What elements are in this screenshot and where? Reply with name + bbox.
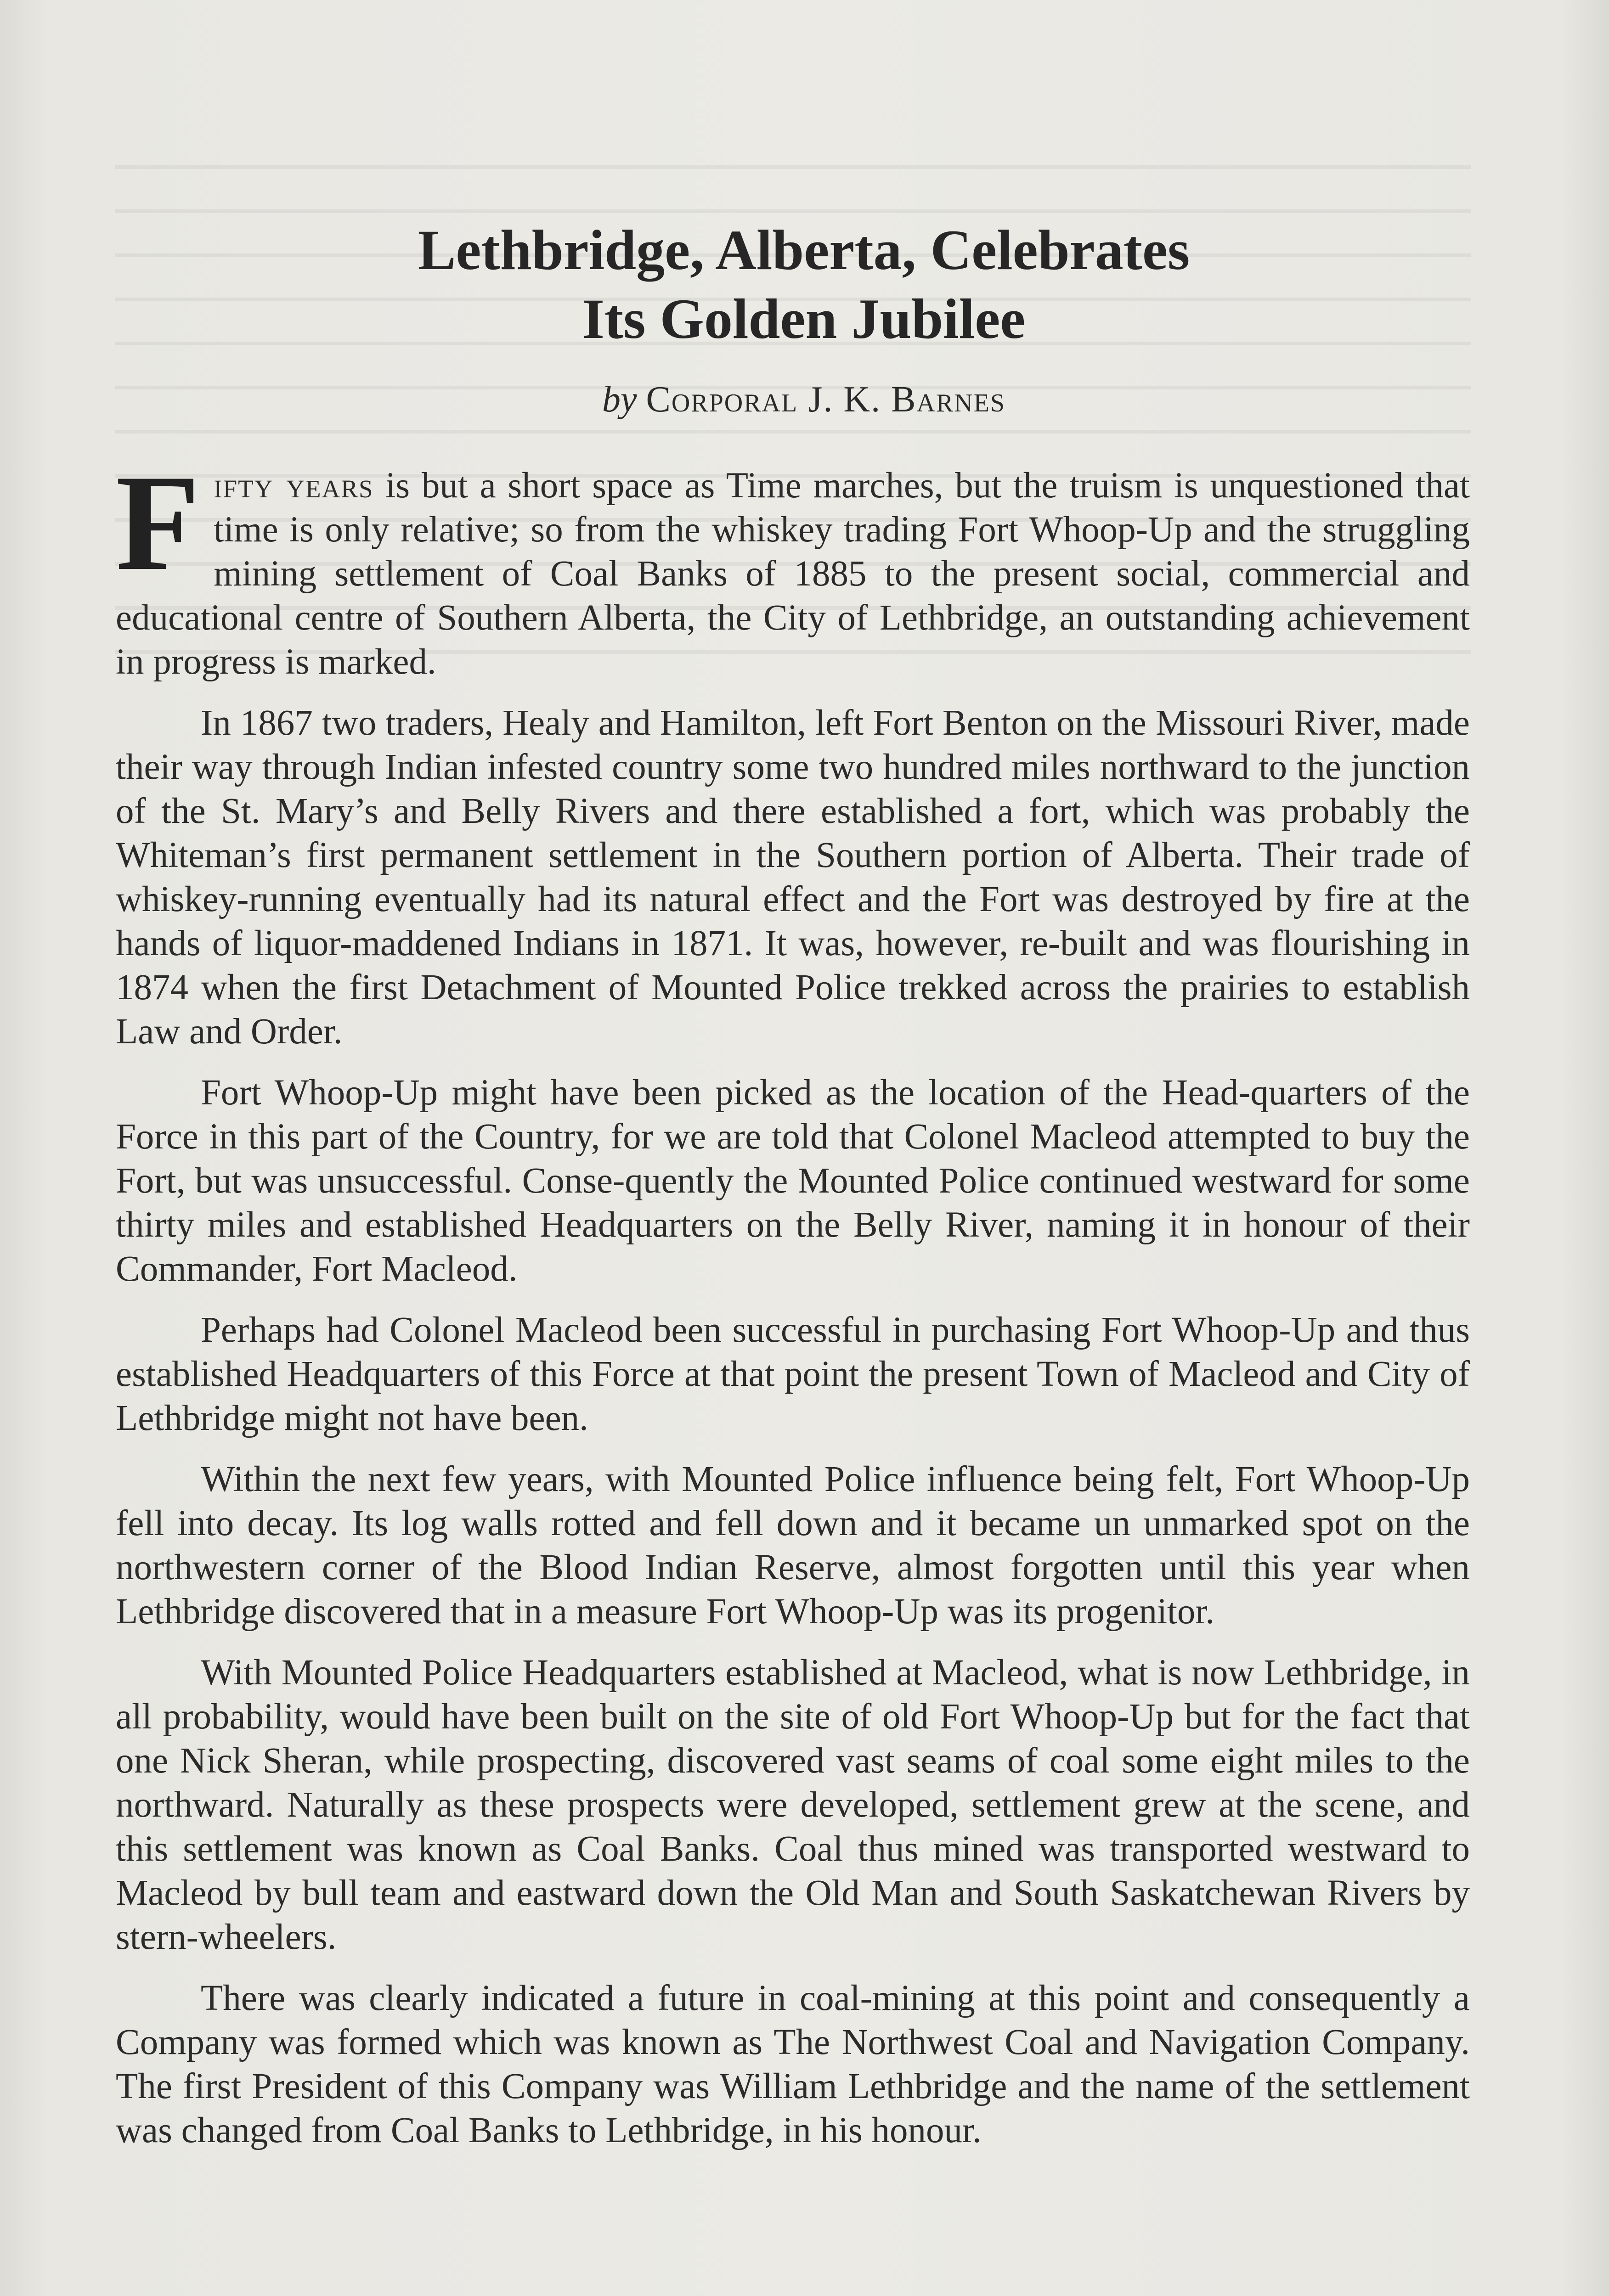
byline-prefix: by — [602, 379, 637, 420]
paragraph-6: With Mounted Police Headquarters established at Macleod, what is now Lethbridge, in all probability, would have been built on the site of old Fort Whoop-Up but for the fact that one Nick Sheran, while prospecting, discovered vast seams of coal some eight miles to the northward. Naturally as these prospects were developed, settlement grew at the scene, and this settlement was known as Coal Banks. Coal thus mined was transported westward to Macleod by bull team and eastward down the Old Man and South Saskatchewan Rivers by stern-wheelers. — [116, 1653, 1470, 1957]
lead-in-smallcaps: ifty years — [214, 466, 374, 506]
paragraph-3: Fort Whoop-Up might have been picked as the location of the Head-quarters of the Force in this part of the Country, for we are told that Colonel Macleod attempted to buy the Fort, but was unsuccessful. Conse-quently the Mounted Police continued westward for some thirty miles and established Headquarters on the Belly River, naming it in honour of their Commander, Fort Macleod. — [116, 1073, 1470, 1289]
paragraph-5: Within the next few years, with Mounted Police influence being felt, Fort Whoop-Up fell into decay. Its log walls rotted and fell down and it became un unmarked spot on the northwestern corner of the Blood Indian Reserve, almost forgotten until this year when Lethbridge discovered that in a measure Fort Whoop-Up was its progenitor. — [116, 1459, 1470, 1632]
drop-cap: F — [116, 446, 200, 599]
paragraph-1-text: is but a short space as Time marches, but the truism is unquestioned that time is only relative; so from the whiskey trading Fort Whoop-Up and the struggling mining settlement of Coal Banks of 1885 to the present social, commercial and educational centre of Southern Alberta, the City of Lethbridge, an outstanding achievement in progress is marked. — [116, 466, 1470, 682]
paragraph-2: In 1867 two traders, Healy and Hamilton, left Fort Benton on the Missouri River, made their way through Indian infested country some two hundred miles northward to the junction of the St. Mary’s and Belly Rivers and there established a fort, which was probably the Whiteman’s first permanent settlement in the Southern portion of Alberta. Their trade of whiskey-running eventually had its natural effect and the Fort was destroyed by fire at the hands of liquor-maddened Indians in 1871. It was, however, re-built and was flourishing in 1874 when the first Detachment of Mounted Police trekked across the prairies to establish Law and Order. — [116, 703, 1470, 1052]
paragraph-7: There was clearly indicated a future in coal-mining at this point and consequently a Company was formed which was known as The Northwest Coal and Navigation Company. The first President of this Company was William Lethbridge and the name of the settlement was changed from Coal Banks to Lethbridge, in his honour. — [116, 1978, 1470, 2150]
paragraph-1 — [116, 446, 1470, 684]
article-title — [115, 216, 1493, 354]
title-line-2: Its Golden Jubilee — [582, 287, 1026, 350]
byline-author: Corporal J. K. Barnes — [646, 379, 1006, 420]
byline — [115, 377, 1493, 422]
article-body — [116, 446, 1470, 2170]
title-line-1: Lethbridge, Alberta, Celebrates — [418, 219, 1190, 281]
paragraph-4: Perhaps had Colonel Macleod been successful in purchasing Fort Whoop-Up and thus established Headquarters of this Force at that point the present Town of Macleod and City of Lethbridge might not have been. — [116, 1310, 1470, 1438]
